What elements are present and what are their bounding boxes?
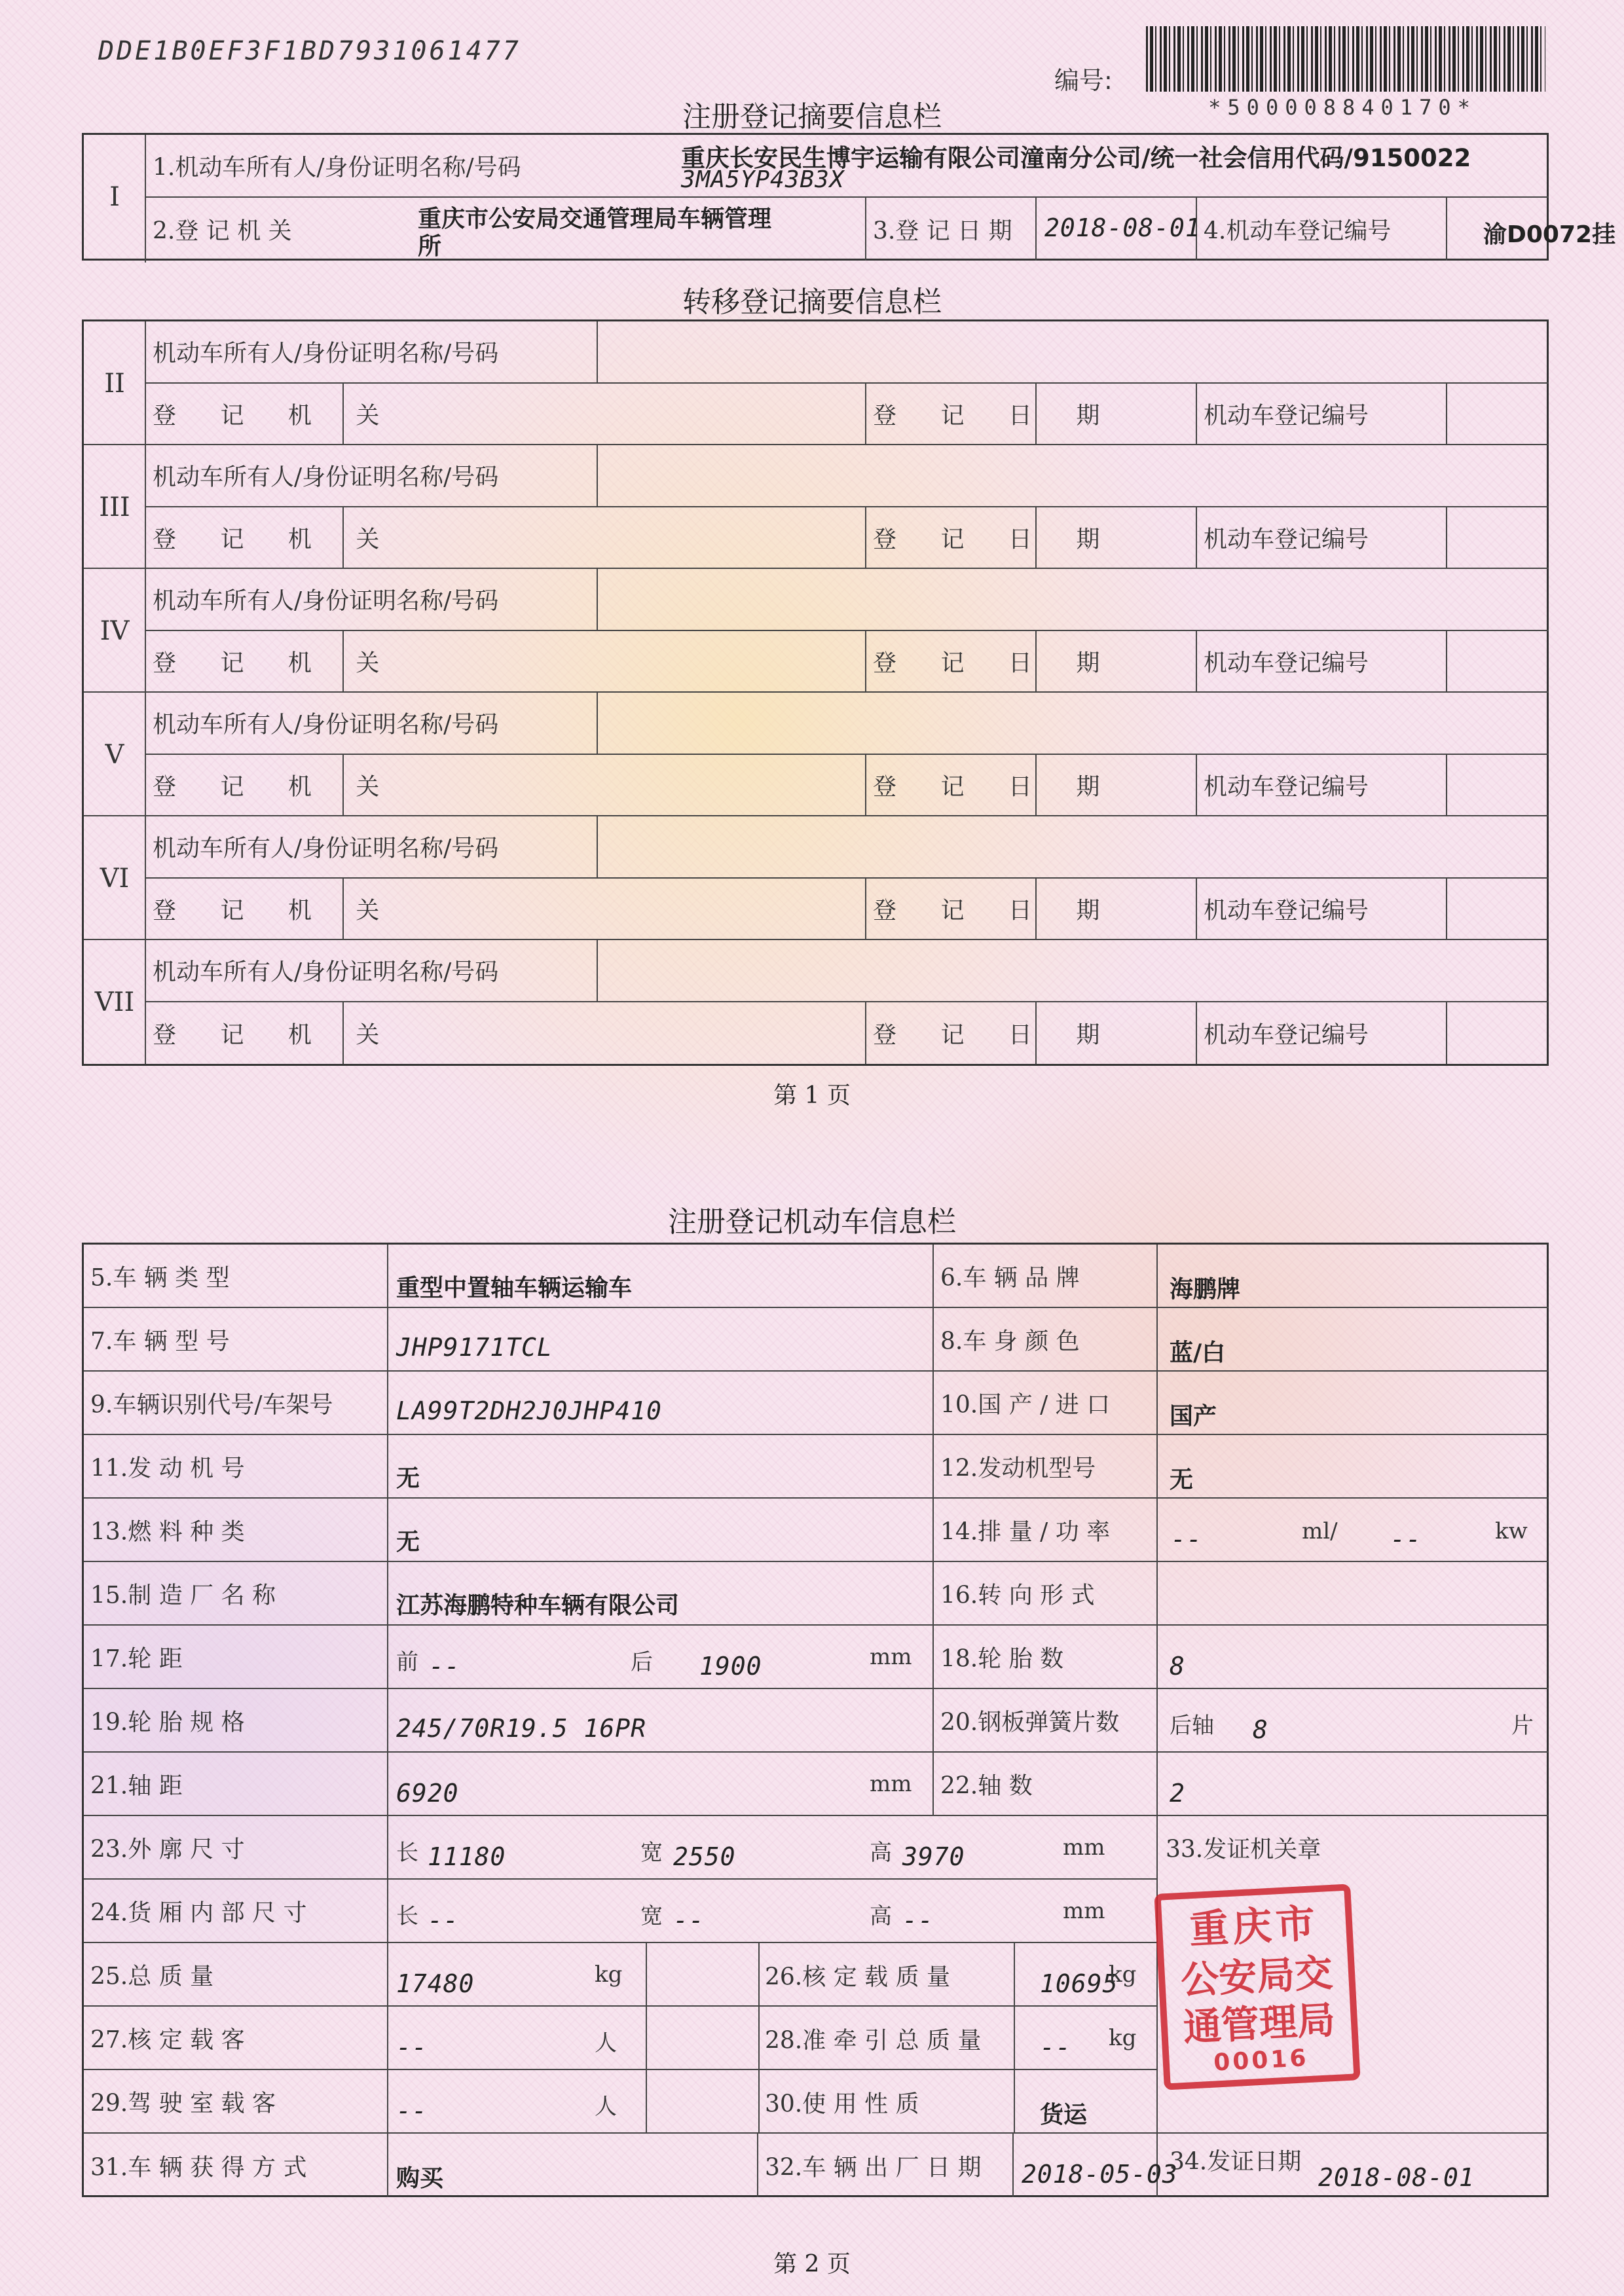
track-label: 17.轮 距 bbox=[90, 1645, 183, 1672]
rated-load-label: 26.核 定 载 质 量 bbox=[765, 1963, 951, 1990]
track-rear-value: 1900 bbox=[699, 1652, 762, 1681]
section1-title: 注册登记摘要信息栏 bbox=[682, 100, 942, 134]
towing-mass-value: -- bbox=[1040, 2033, 1071, 2062]
issue-date-value: 2018-08-01 bbox=[1318, 2163, 1475, 2192]
cargo-dim-w-value: -- bbox=[673, 1906, 705, 1935]
gross-mass-value: 17480 bbox=[396, 1969, 475, 1998]
transfer-authority-label: 登 记 机 关 bbox=[153, 897, 398, 924]
transfer-roman: V bbox=[105, 739, 124, 770]
factory-date-label: 32.车 辆 出 厂 日 期 bbox=[765, 2154, 982, 2181]
official-seal bbox=[1154, 1884, 1360, 2090]
manufacturer-label: 15.制 造 厂 名 称 bbox=[90, 1582, 276, 1609]
barcode-number: *500008840170* bbox=[1208, 95, 1477, 120]
transfer-roman: VII bbox=[94, 987, 135, 1017]
engine-number-value: 无 bbox=[396, 1465, 420, 1492]
owner-label: 1.机动车所有人/身份证明名称/号码 bbox=[153, 154, 521, 181]
vehicle-type-label: 5.车 辆 类 型 bbox=[90, 1264, 230, 1291]
displacement-label: 14.排 量 / 功 率 bbox=[940, 1518, 1111, 1545]
outer-dim-unit: mm bbox=[1063, 1834, 1105, 1861]
section1-roman: I bbox=[109, 182, 120, 212]
transfer-owner-label: 机动车所有人/身份证明名称/号码 bbox=[153, 835, 499, 862]
transfer-date-label: 登 记 日 期 bbox=[873, 1021, 1118, 1049]
seal-authority-label: 33.发证机关章 bbox=[1166, 1836, 1321, 1863]
reg-date-value: 2018-08-01 bbox=[1044, 213, 1201, 242]
rated-passengers-value: -- bbox=[396, 2033, 428, 2062]
engine-number-label: 11.发 动 机 号 bbox=[90, 1455, 245, 1482]
owner-value-cont: 3MA5YP43B3X bbox=[681, 166, 845, 193]
transfer-reg-no-label: 机动车登记编号 bbox=[1204, 773, 1369, 801]
engine-model-value: 无 bbox=[1170, 1467, 1194, 1493]
origin-label: 10.国 产 / 进 口 bbox=[940, 1391, 1111, 1418]
transfer-reg-no-label: 机动车登记编号 bbox=[1204, 649, 1369, 677]
outer-dim-l-value: 11180 bbox=[428, 1842, 506, 1871]
barcode-icon bbox=[1146, 26, 1545, 92]
section1-table bbox=[82, 133, 1616, 261]
towing-mass-unit: kg bbox=[1109, 2025, 1137, 2051]
wheelbase-value: 6920 bbox=[396, 1779, 459, 1808]
seal-code: 00016 bbox=[1213, 2045, 1310, 2077]
tire-spec-label: 19.轮 胎 规 格 bbox=[90, 1709, 245, 1736]
leaf-spring-value: 8 bbox=[1253, 1715, 1268, 1744]
transfer-date-label: 登 记 日 期 bbox=[873, 649, 1118, 677]
authority-value-cont: 所 bbox=[418, 233, 442, 260]
usage-value: 货运 bbox=[1040, 2102, 1088, 2128]
reg-no-value: 渝D0072挂 bbox=[1483, 221, 1616, 248]
page-1-number: 第 1 页 bbox=[773, 1082, 851, 1109]
transfer-reg-no-label: 机动车登记编号 bbox=[1204, 526, 1369, 553]
usage-label: 30.使 用 性 质 bbox=[765, 2090, 919, 2117]
rated-passengers-label: 27.核 定 载 客 bbox=[90, 2026, 245, 2053]
ml-unit: ml/ bbox=[1302, 1518, 1338, 1544]
steering-label: 16.转 向 形 式 bbox=[940, 1582, 1095, 1609]
transfer-roman: III bbox=[99, 492, 130, 522]
outer-dim-l-label: 长 bbox=[396, 1840, 418, 1866]
issue-date-label: 34.发证日期 bbox=[1170, 2148, 1302, 2176]
fuel-type-label: 13.燃 料 种 类 bbox=[90, 1518, 245, 1545]
transfer-date-label: 登 记 日 期 bbox=[873, 402, 1118, 429]
body-color-value: 蓝/白 bbox=[1170, 1339, 1226, 1366]
transfer-authority-label: 登 记 机 关 bbox=[153, 649, 398, 677]
outer-dim-h-value: 3970 bbox=[902, 1842, 965, 1871]
transfer-date-label: 登 记 日 期 bbox=[873, 773, 1118, 801]
seal-line-2: 公安局交 bbox=[1179, 1950, 1334, 2003]
vehicle-brand-label: 6.车 辆 品 牌 bbox=[940, 1264, 1080, 1291]
transfer-owner-label: 机动车所有人/身份证明名称/号码 bbox=[153, 958, 499, 986]
origin-value: 国产 bbox=[1170, 1403, 1217, 1430]
transfer-roman: IV bbox=[100, 615, 130, 646]
gross-mass-label: 25.总 质 量 bbox=[90, 1963, 214, 1990]
track-unit: mm bbox=[870, 1644, 912, 1670]
document-serial: DDE1B0EF3F1BD7931061477 bbox=[98, 36, 521, 66]
rated-passengers-unit: 人 bbox=[595, 2030, 617, 2056]
rated-load-value: 10695 bbox=[1040, 1969, 1118, 1998]
vehicle-brand-value: 海鹏牌 bbox=[1170, 1276, 1241, 1303]
outer-dim-h-label: 高 bbox=[870, 1840, 892, 1866]
cargo-dim-h-label: 高 bbox=[870, 1903, 892, 1929]
rated-load-unit: kg bbox=[1109, 1961, 1137, 1988]
acquisition-value: 购买 bbox=[396, 2165, 444, 2192]
track-rear-label: 后 bbox=[631, 1649, 653, 1675]
transfer-owner-label: 机动车所有人/身份证明名称/号码 bbox=[153, 587, 499, 615]
authority-value: 重庆市公安局交通管理局车辆管理 bbox=[418, 206, 772, 232]
vehicle-model-label: 7.车 辆 型 号 bbox=[90, 1328, 230, 1355]
outer-dim-w-label: 宽 bbox=[640, 1840, 663, 1866]
leaf-spring-unit: 片 bbox=[1511, 1713, 1534, 1739]
leaf-spring-axle: 后轴 bbox=[1170, 1713, 1214, 1739]
transfer-authority-label: 登 记 机 关 bbox=[153, 773, 398, 801]
reg-date-label: 3.登 记 日 期 bbox=[873, 217, 1012, 245]
seal-line-3: 通管理局 bbox=[1182, 1997, 1337, 2050]
cab-passengers-label: 29.驾 驶 室 载 客 bbox=[90, 2090, 276, 2117]
cargo-dim-l-label: 长 bbox=[396, 1903, 418, 1929]
section2-title: 转移登记摘要信息栏 bbox=[682, 285, 942, 319]
power-kw-value: -- bbox=[1390, 1525, 1422, 1554]
fuel-type-value: 无 bbox=[396, 1529, 420, 1556]
tire-count-value: 8 bbox=[1170, 1652, 1185, 1681]
track-front-value: -- bbox=[429, 1652, 460, 1681]
vin-value: LA99T2DH2J0JHP410 bbox=[396, 1396, 662, 1425]
transfer-date-label: 登 记 日 期 bbox=[873, 897, 1118, 924]
transfer-owner-label: 机动车所有人/身份证明名称/号码 bbox=[153, 711, 499, 738]
tire-count-label: 18.轮 胎 数 bbox=[940, 1645, 1064, 1672]
transfer-table bbox=[82, 319, 1549, 1066]
transfer-owner-label: 机动车所有人/身份证明名称/号码 bbox=[153, 464, 499, 491]
owner-value: 重庆长安民生博宇运输有限公司潼南分公司/统一社会信用代码/9150022 bbox=[681, 144, 1471, 172]
axle-count-label: 22.轴 数 bbox=[940, 1772, 1033, 1799]
number-label: 编号: bbox=[1054, 66, 1113, 95]
wheelbase-unit: mm bbox=[870, 1771, 912, 1797]
transfer-authority-label: 登 记 机 关 bbox=[153, 526, 398, 553]
transfer-authority-label: 登 记 机 关 bbox=[153, 1021, 398, 1049]
cargo-dim-h-value: -- bbox=[902, 1906, 934, 1935]
cab-passengers-unit: 人 bbox=[595, 2094, 617, 2120]
reg-no-label: 4.机动车登记编号 bbox=[1204, 217, 1392, 245]
gross-mass-unit: kg bbox=[595, 1961, 623, 1988]
leaf-springs-label: 20.钢板弹簧片数 bbox=[940, 1709, 1120, 1736]
outer-dim-label: 23.外 廓 尺 寸 bbox=[90, 1836, 245, 1863]
transfer-owner-label: 机动车所有人/身份证明名称/号码 bbox=[153, 340, 499, 367]
vehicle-model-value: JHP9171TCL bbox=[396, 1333, 553, 1362]
cargo-dim-l-value: -- bbox=[428, 1906, 459, 1935]
engine-model-label: 12.发动机型号 bbox=[940, 1455, 1096, 1482]
cargo-dim-label: 24.货 厢 内 部 尺 寸 bbox=[90, 1899, 307, 1926]
kw-unit: kw bbox=[1495, 1518, 1528, 1544]
seal-line-1: 重庆市 bbox=[1188, 1900, 1320, 1954]
cargo-dim-unit: mm bbox=[1063, 1898, 1105, 1924]
tire-spec-value: 245/70R19.5 16PR bbox=[396, 1714, 647, 1743]
cab-passengers-value: -- bbox=[396, 2096, 428, 2125]
transfer-roman: VI bbox=[100, 863, 130, 894]
vehicle-type-value: 重型中置轴车辆运输车 bbox=[396, 1275, 633, 1302]
displacement-ml-value: -- bbox=[1171, 1525, 1202, 1554]
towing-mass-label: 28.准 牵 引 总 质 量 bbox=[765, 2027, 982, 2054]
cargo-dim-w-label: 宽 bbox=[640, 1903, 663, 1929]
transfer-roman: II bbox=[104, 368, 125, 399]
transfer-reg-no-label: 机动车登记编号 bbox=[1204, 897, 1369, 924]
acquisition-label: 31.车 辆 获 得 方 式 bbox=[90, 2154, 307, 2181]
transfer-reg-no-label: 机动车登记编号 bbox=[1204, 402, 1369, 429]
outer-dim-w-value: 2550 bbox=[673, 1842, 736, 1871]
track-front-label: 前 bbox=[396, 1649, 418, 1675]
manufacturer-value: 江苏海鹏特种车辆有限公司 bbox=[396, 1592, 680, 1619]
body-color-label: 8.车 身 颜 色 bbox=[940, 1328, 1080, 1355]
authority-label: 2.登 记 机 关 bbox=[153, 217, 292, 245]
section3-title: 注册登记机动车信息栏 bbox=[668, 1205, 956, 1239]
transfer-authority-label: 登 记 机 关 bbox=[153, 402, 398, 429]
transfer-date-label: 登 记 日 期 bbox=[873, 526, 1118, 553]
page-2-number: 第 2 页 bbox=[773, 2251, 851, 2278]
vin-label: 9.车辆识别代号/车架号 bbox=[90, 1391, 333, 1418]
factory-date-value: 2018-05-03 bbox=[1022, 2160, 1178, 2189]
wheelbase-label: 21.轴 距 bbox=[90, 1772, 183, 1799]
transfer-reg-no-label: 机动车登记编号 bbox=[1204, 1021, 1369, 1049]
axle-count-value: 2 bbox=[1170, 1779, 1185, 1808]
